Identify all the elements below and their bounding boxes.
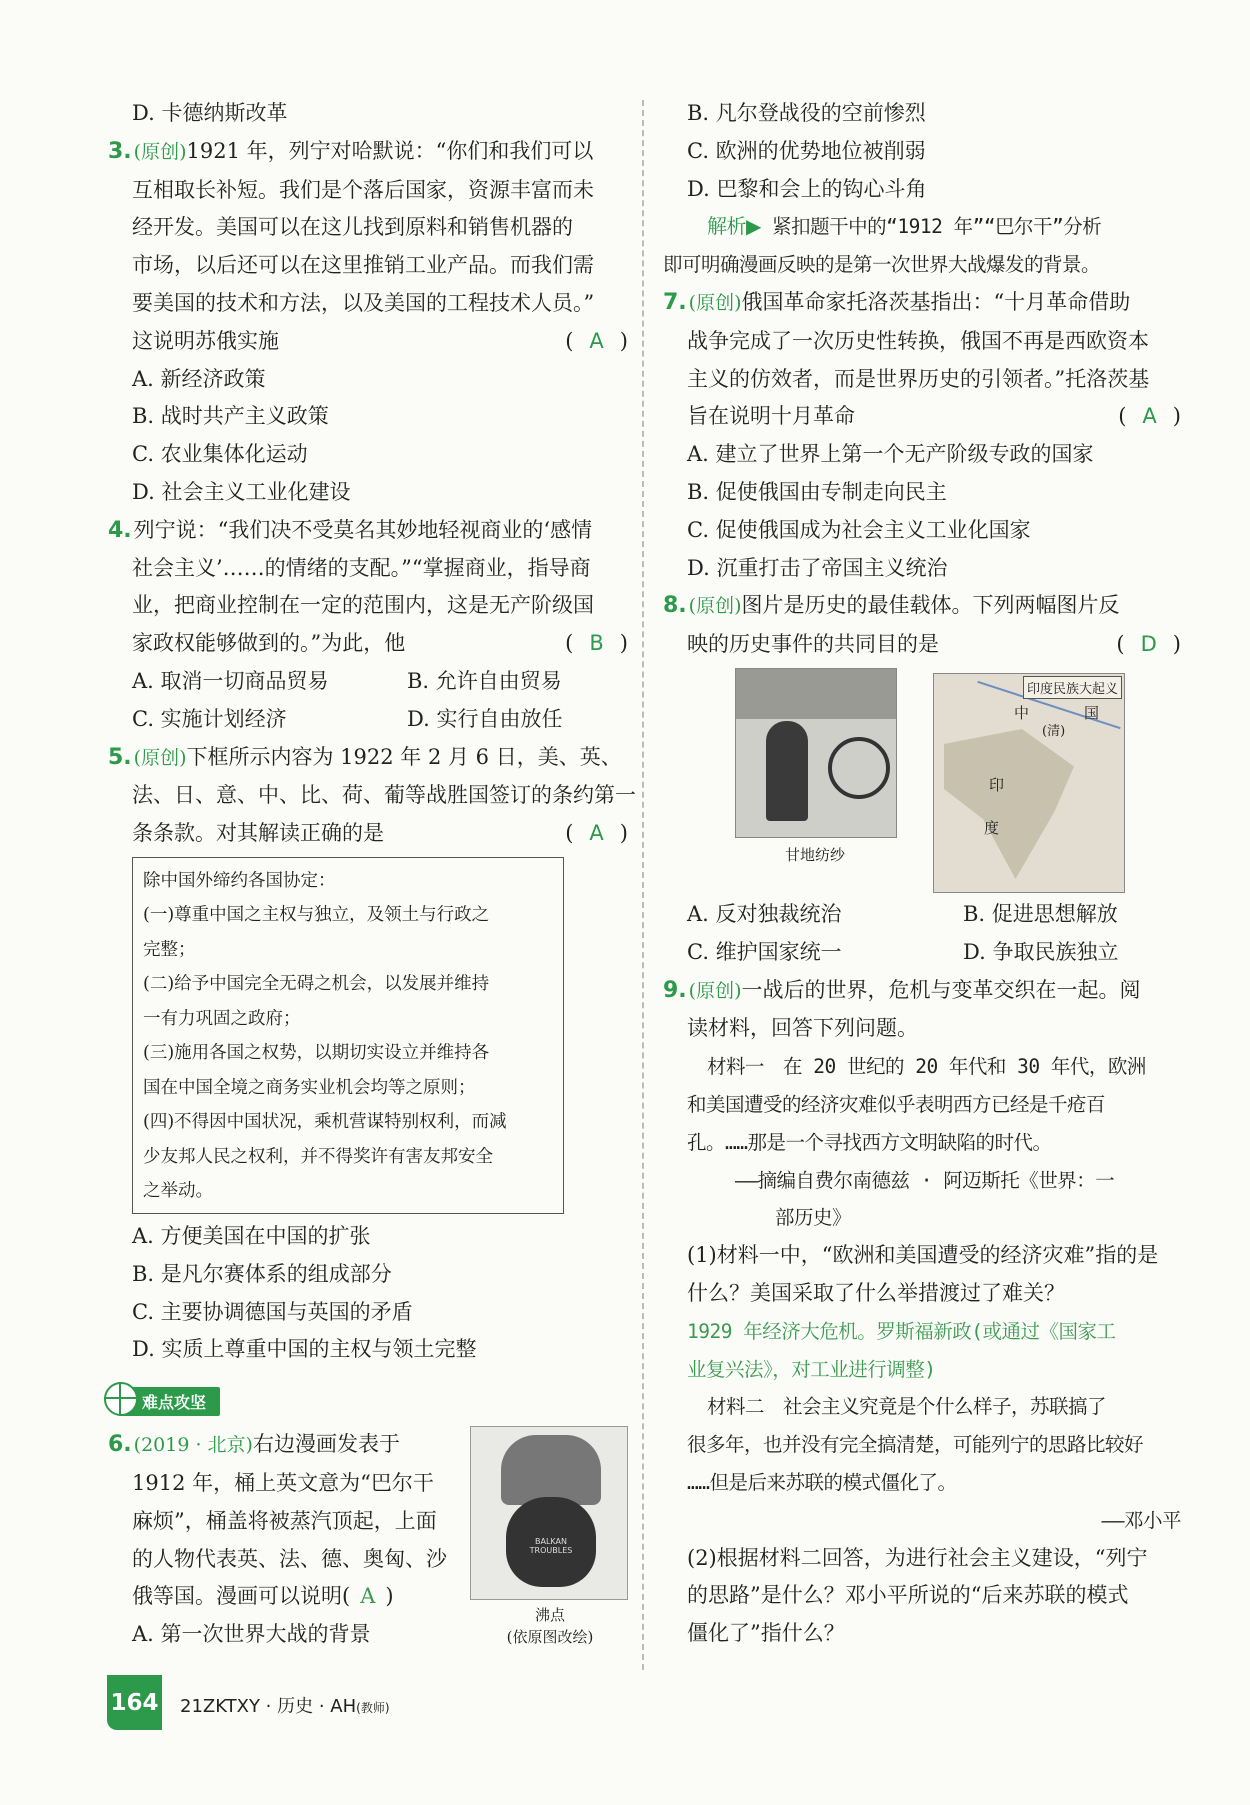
balkan-cartoon-image <box>470 1426 628 1600</box>
q7-line: 俄国革命家托洛茨基指出：“十月革命借助 <box>741 289 1131 314</box>
q5-option: C. 主要协调德国与英国的矛盾 <box>132 1299 413 1324</box>
q7-line: 主义的仿效者，而是世界历史的引领者。”托洛茨基 <box>687 366 1150 391</box>
section-banner <box>108 1387 628 1416</box>
q3-line: 市场，以后还可以在这里推销工业产品。而我们需 <box>132 253 594 278</box>
q6-option: C. 欧洲的优势地位被削弱 <box>687 138 926 163</box>
q6-option: A. 第一次世界大战的背景 <box>132 1622 371 1647</box>
q9-answer1: 1929 年经济大危机。罗斯福新政(或通过《国家工 <box>687 1319 1116 1343</box>
q9-number: 9. <box>663 977 687 1003</box>
q9-sub2: 的思路”是什么？邓小平所说的“后来苏联的模式 <box>687 1583 1129 1608</box>
q9-sub2: 僵化了”指什么？ <box>687 1621 845 1646</box>
q5-option: A. 方便美国在中国的扩张 <box>132 1223 371 1248</box>
q8-option: C. 维护国家统一 <box>687 939 842 964</box>
q7-option: C. 促使俄国成为社会主义工业化国家 <box>687 517 1031 542</box>
q6-line: 麻烦”，桶盖将被蒸汽顶起，上面 <box>132 1508 437 1533</box>
q8-line: 映的历史事件的共同目的是 <box>687 632 939 657</box>
map-title: 印度民族大起义 <box>1023 676 1122 699</box>
map-label: 度 <box>984 818 1000 837</box>
q9-sub1: 什么？美国采取了什么举措渡过了难关？ <box>687 1280 1065 1305</box>
material-1-line: 和美国遭受的经济灾难似乎表明西方已经是千疮百 <box>687 1092 1106 1116</box>
q7-line: 旨在说明十月革命 <box>687 404 855 429</box>
q8-option: A. 反对独裁统治 <box>687 901 842 926</box>
footer-edition: (教师) <box>356 1701 390 1715</box>
q4-answer: ( B ) <box>565 631 628 656</box>
treaty-line: (二)给予中国完全无碍之机会，以发展并维持 <box>143 974 490 995</box>
q9-sub1: (1)材料一中，“欧洲和美国遭受的经济灾难”指的是 <box>687 1243 1159 1268</box>
q6-tag: (2019 · 北京) <box>133 1434 253 1457</box>
q6-answer: ( A ) <box>342 1584 394 1609</box>
q9-line: 读材料，回答下列问题。 <box>687 1016 918 1041</box>
q6-line: 的人物代表英、法、德、奥匈、沙 <box>132 1546 447 1571</box>
q4-line: 列宁说：“我们决不受莫名其妙地轻视商业的‘感情 <box>133 517 593 542</box>
material-1-line: 材料一 在 20 世纪的 20 年代和 30 年代，欧洲 <box>707 1055 1146 1079</box>
q4-line: 业，把商业控制在一定的范围内，这是无产阶级国 <box>132 593 594 618</box>
q4-line: 家政权能够做到的。”为此，他 <box>132 631 406 656</box>
right-column <box>663 95 1181 1653</box>
q8-option: D. 争取民族独立 <box>963 939 1119 964</box>
q6-number: 6. <box>108 1432 132 1458</box>
treaty-box <box>132 857 564 1214</box>
question-7 <box>663 284 1181 587</box>
footer-code <box>180 1692 390 1718</box>
q4-line: 社会主义’……的情绪的支配。”“掌握商业，指导商 <box>132 555 591 580</box>
q8-images <box>735 668 1181 890</box>
footer-book-code: 21ZKTXY · 历史 · AH <box>180 1696 357 1717</box>
q4-option: B. 允许自由贸易 <box>407 668 562 693</box>
q3-option: C. 农业集体化运动 <box>132 442 308 467</box>
map-label: (清) <box>1042 723 1066 739</box>
q7-option: A. 建立了世界上第一个无产阶级专政的国家 <box>687 442 1094 467</box>
q9-sub2: (2)根据材料二回答，为进行社会主义建设，“列宁 <box>687 1545 1148 1570</box>
q7-option: D. 沉重打击了帝国主义统治 <box>687 555 948 580</box>
question-9 <box>663 972 1181 1653</box>
q5-number: 5. <box>108 744 132 770</box>
q8-tag: (原创) <box>688 595 742 618</box>
column-divider <box>642 100 644 1670</box>
q5-line: 法、日、意、中、比、荷、葡等战胜国签订的条约第一 <box>132 783 636 808</box>
q3-option: D. 社会主义工业化建设 <box>132 479 351 504</box>
q5-answer: ( A ) <box>565 821 628 846</box>
treaty-line: 完整； <box>143 939 196 960</box>
crosshair-icon <box>104 1382 138 1416</box>
q3-option: A. 新经济政策 <box>132 366 266 391</box>
q3-line: 1921 年，列宁对哈默说：“你们和我们可以 <box>186 138 594 163</box>
treaty-line: (四)不得因中国状况，乘机营谋特别权利，而减 <box>143 1112 507 1133</box>
q2-option-d: D. 卡德纳斯改革 <box>132 101 288 125</box>
q3-option: B. 战时共产主义政策 <box>132 404 329 429</box>
map-label: 国 <box>1084 703 1100 722</box>
q7-answer: ( A ) <box>1118 404 1181 429</box>
q9-tag: (原创) <box>688 979 742 1002</box>
india-uprising-map <box>933 673 1125 893</box>
q6-line: 右边漫画发表于 <box>252 1432 400 1457</box>
q3-line: 经开发。美国可以在这儿找到原料和销售机器的 <box>132 215 573 240</box>
q5-line: 下框所示内容为 1922 年 2 月 6 日，美、英、 <box>186 744 622 769</box>
q4-option: C. 实施计划经济 <box>132 706 287 731</box>
q4-option: A. 取消一切商品贸易 <box>132 668 329 693</box>
section-title: 难点攻坚 <box>142 1393 207 1413</box>
map-label: 印 <box>989 775 1005 794</box>
q3-number: 3. <box>108 138 132 164</box>
gandhi-caption: 甘地纺纱 <box>784 845 845 864</box>
q9-line: 一战后的世界，危机与变革交织在一起。阅 <box>741 977 1141 1002</box>
q6-line: 俄等国。漫画可以说明 <box>132 1584 342 1609</box>
q4-option: D. 实行自由放任 <box>407 706 563 731</box>
material-1-source: 部历史》 <box>775 1206 852 1230</box>
left-column <box>108 95 636 1654</box>
q5-line: 条条款。对其解读正确的是 <box>132 821 384 846</box>
q8-answer: ( D ) <box>1116 632 1181 657</box>
gandhi-spinning-image <box>735 668 897 838</box>
question-8 <box>663 587 1181 971</box>
q7-line: 战争完成了一次历史性转换，俄国不再是西欧资本 <box>687 328 1149 353</box>
q6-option: B. 凡尔登战役的空前惨烈 <box>687 101 926 125</box>
treaty-line: (三)施用各国之权势，以期切实设立并维持各 <box>143 1043 490 1064</box>
treaty-line: 国在中国全境之商务实业机会均等之原则； <box>143 1077 476 1098</box>
q3-line: 互相取长补短。我们是个落后国家，资源丰富而未 <box>132 177 594 202</box>
q7-option: B. 促使俄国由专制走向民主 <box>687 479 947 504</box>
q6-analysis <box>663 208 1181 246</box>
treaty-line: 除中国外缔约各国协定： <box>143 870 336 891</box>
q3-tag: (原创) <box>133 140 187 163</box>
q3-answer: ( A ) <box>565 328 628 353</box>
q4-number: 4. <box>108 517 132 543</box>
material-2-line: 材料二 社会主义究竟是个什么样子，苏联搞了 <box>707 1395 1107 1419</box>
cartoon-caption: 沸点 <box>534 1606 565 1625</box>
treaty-line: 之举动。 <box>143 1181 213 1202</box>
material-1-line: 孔。……那是一个寻找西方文明缺陷的时代。 <box>687 1130 1052 1154</box>
cartoon-caption-source: (依原图改绘) <box>506 1628 594 1647</box>
treaty-line: 少友邦人民之权利，并不得奖许有害友邦安全 <box>143 1146 493 1167</box>
q5-tag: (原创) <box>133 746 187 769</box>
q9-answer1: 业复兴法》，对工业进行调整) <box>687 1357 936 1381</box>
q8-number: 8. <box>663 593 687 619</box>
page-number: 164 <box>107 1675 162 1730</box>
q3-line: 这说明苏俄实施 <box>132 328 279 353</box>
question-6 <box>108 1426 628 1654</box>
question-5 <box>108 739 636 1370</box>
q7-number: 7. <box>663 289 687 315</box>
material-2-source: ——邓小平 <box>1101 1508 1181 1532</box>
cartoon-label: BALKAN TROUBLES <box>529 1537 573 1556</box>
q6-line: 1912 年，桶上英文意为“巴尔干 <box>132 1470 434 1495</box>
q8-line: 图片是历史的最佳载体。下列两幅图片反 <box>741 593 1120 618</box>
q8-option: B. 促进思想解放 <box>963 901 1118 926</box>
material-1-source: ——摘编自费尔南德兹 · 阿迈斯托《世界：一 <box>735 1168 1115 1192</box>
analysis-label: 解析▶ <box>707 214 761 239</box>
q5-option: D. 实质上尊重中国的主权与领土完整 <box>132 1337 477 1362</box>
q6-option: D. 巴黎和会上的钩心斗角 <box>687 176 927 201</box>
question-4 <box>108 512 628 739</box>
q7-tag: (原创) <box>688 291 742 314</box>
material-2-line: 很多年，也并没有完全搞清楚，可能列宁的思路比较好 <box>687 1433 1144 1457</box>
question-3 <box>108 133 628 512</box>
q3-line: 要美国的技术和方法，以及美国的工程技术人员。” <box>132 290 595 315</box>
q5-option: B. 是凡尔赛体系的组成部分 <box>132 1261 392 1286</box>
analysis-line: 即可明确漫画反映的是第一次世界大战爆发的背景。 <box>663 253 1101 277</box>
analysis-line: 紧扣题干中的“1912 年”“巴尔干”分析 <box>772 215 1102 239</box>
material-2-line: ……但是后来苏联的模式僵化了。 <box>687 1470 957 1494</box>
map-label: 中 <box>1014 703 1030 722</box>
treaty-line: (一)尊重中国之主权与独立，及领土与行政之 <box>143 905 490 926</box>
treaty-line: 一有力巩固之政府； <box>143 1008 301 1029</box>
